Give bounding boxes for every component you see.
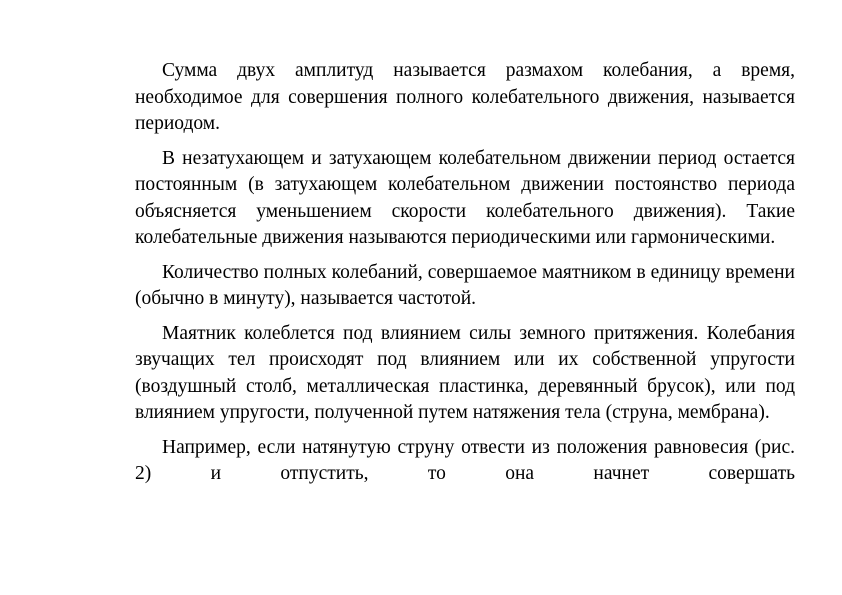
document-text xyxy=(135,58,795,496)
paragraph-string-example: Например, если натянутую струну отвести из положения равновесия (рис. 2) и отпустить, то она начнет совершать xyxy=(135,436,795,484)
paragraph-pendulum: Маятник колеблется под влиянием силы земного притяжения. Колебания звучащих тел происходят под влиянием или их собственной упругости (воздушный столб, металлическая пластинка, деревянный брусок), или под влиянием упругости, полученной путем натяжения тела (струна, мембрана). xyxy=(135,322,795,423)
paragraph-frequency: Количество полных колебаний, совершаемое маятником в единицу времени (обычно в минуту), называется частотой. xyxy=(135,261,795,309)
paragraph-amplitude-period: Сумма двух амплитуд называется размахом колебания, а время, необходимое для совершения полного колебательного движения, называется периодом. xyxy=(135,60,795,134)
paragraph-damped-oscillation: В незатухающем и затухающем колебательном движении период остается постоянным (в затухающем колебательном движении постоянство периода объясняется уменьшением скорости колебательного движения). Такие колебательные движения называются периодическими или гармоническими. xyxy=(135,147,795,248)
